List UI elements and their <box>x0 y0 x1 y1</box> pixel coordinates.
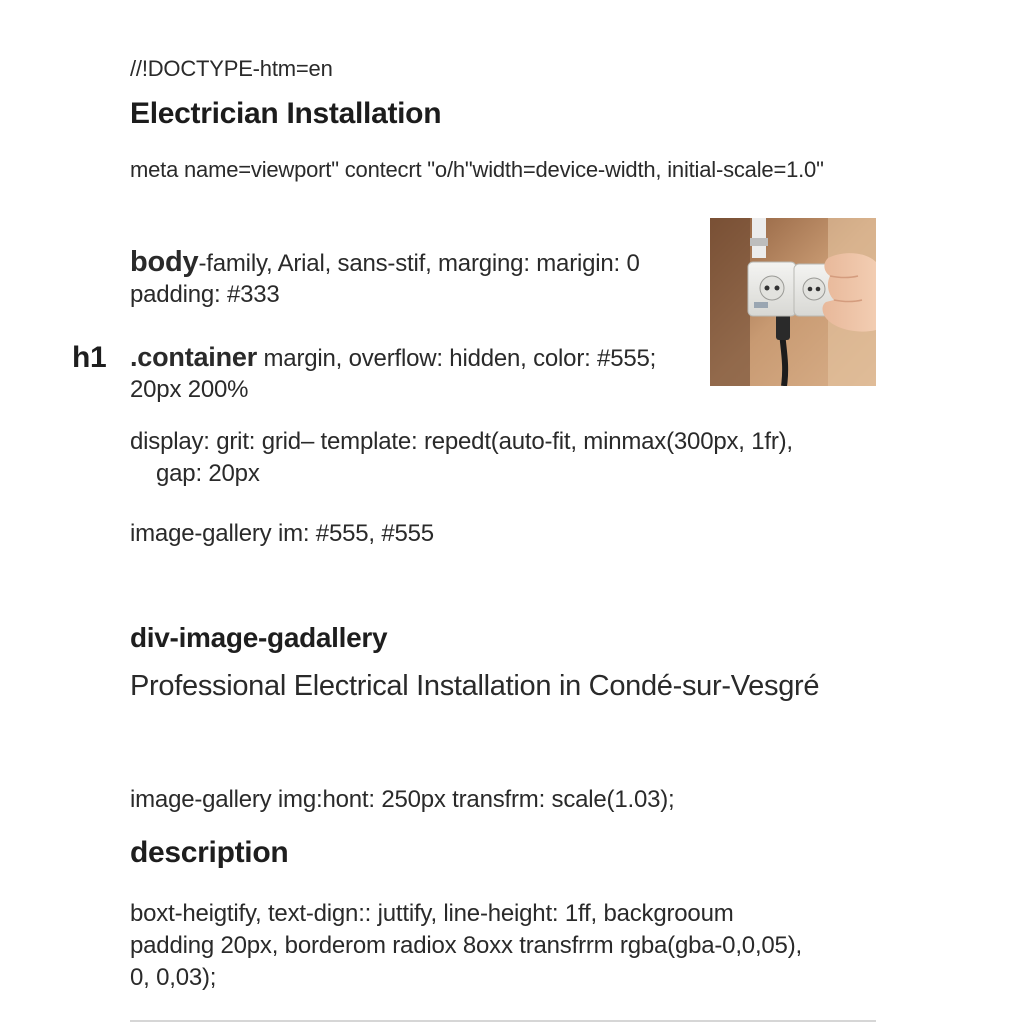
body-rule-line1 <box>130 246 640 280</box>
body-rule-text: -family, Arial, sans-stif, marging: marigin: 0 <box>198 250 640 277</box>
meta-line: meta name=viewport" contecrt "o/h"width=device-width, initial-scale=1.0" <box>130 157 824 182</box>
description-rule-line3: 0, 0,03); <box>130 964 217 991</box>
container-rule-line1 <box>130 341 656 375</box>
container-rule-line2: 20px 200% <box>130 376 249 403</box>
bottom-divider <box>130 1020 876 1022</box>
section-title: Professional Electrical Installation in Condé-sur-Vesgré <box>130 670 820 702</box>
description-rule-line2: padding 20px, borderom radiox 8oxx transfrrm rgba(gba-0,0,05), <box>130 932 802 959</box>
gallery-img-rule: image-gallery img:hont: 250px transfrm: scale(1.03); <box>130 786 675 813</box>
container-selector: .container <box>130 342 258 372</box>
display-rule-line2: gap: 20px <box>156 460 260 487</box>
gallery-rule <box>130 518 434 550</box>
section-heading: div-image-gadallery <box>130 622 388 653</box>
container-rule-text: margin, overflow: hidden, color: #555; <box>257 345 657 372</box>
description-heading: description <box>130 836 289 869</box>
page-title: Electrician Installation <box>130 97 442 130</box>
h1-tag: h1 <box>72 341 107 374</box>
gallery-rule-suffix: im: #555, #555 <box>277 520 434 547</box>
doctype-line: //!DOCTYPE-htm=en <box>130 56 333 81</box>
description-rule-line1: boxt-heigtify, text-dign:: juttify, line-height: 1ff, backgrooum <box>130 900 734 927</box>
electrical-outlet-photo <box>710 218 876 386</box>
gallery-rule-prefix: image-gallery <box>130 520 278 547</box>
body-rule-line2: padding: #333 <box>130 281 280 308</box>
body-selector: body <box>130 246 199 278</box>
display-rule-line1: display: grit: grid– template: repedt(auto-fit, minmax(300px, 1fr), <box>130 428 793 455</box>
